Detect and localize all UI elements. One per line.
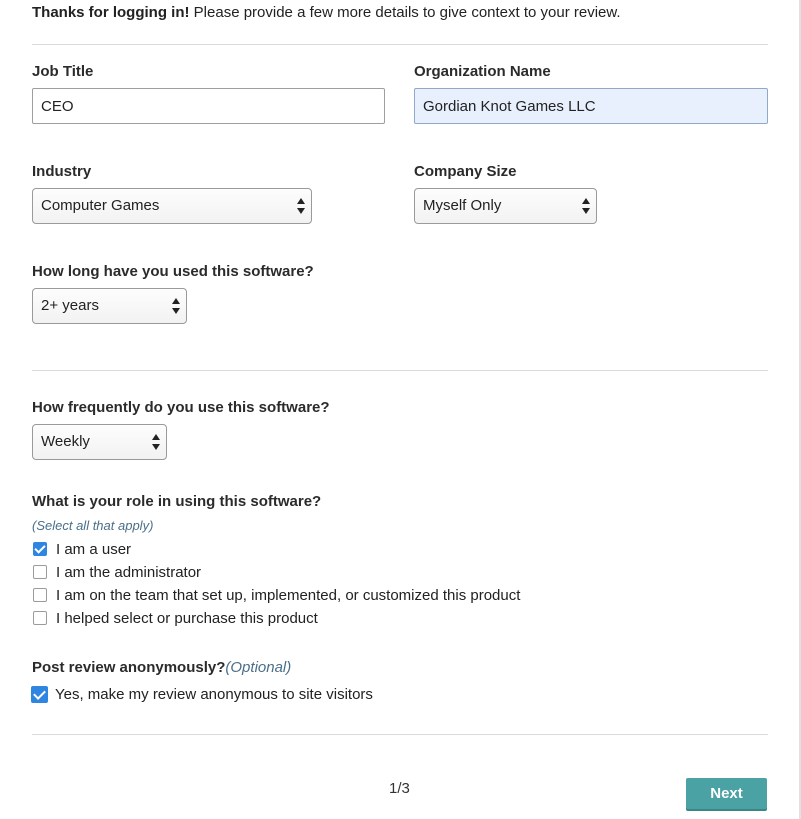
usage-duration-selected: 2+ years [41,297,99,314]
role-option-purchaser[interactable] [32,608,318,628]
divider [32,44,768,45]
role-label: What is your role in using this software? [32,493,322,510]
role-option-user[interactable] [32,539,131,559]
select-arrows-icon [152,433,160,451]
job-title-input[interactable] [32,88,385,124]
checkbox[interactable] [33,542,47,556]
anonymous-label [32,659,291,676]
industry-label: Industry [32,163,92,180]
checkbox[interactable] [33,611,47,625]
role-hint: (Select all that apply) [32,518,154,533]
intro-text [32,4,621,21]
usage-duration-select[interactable] [32,288,187,324]
checkbox[interactable] [33,565,47,579]
divider [32,370,768,371]
anonymous-label-text: Post review anonymously? [32,659,226,676]
industry-select[interactable] [32,188,312,224]
company-size-label: Company Size [414,163,517,180]
usage-frequency-select[interactable] [32,424,167,460]
intro-lead: Thanks for logging in! [32,4,190,21]
organization-name-label: Organization Name [414,63,551,80]
usage-frequency-label: How frequently do you use this software? [32,399,330,416]
anonymous-option[interactable] [31,684,373,704]
page-indicator: 1/3 [389,780,410,797]
divider [32,734,768,735]
role-option-label: I helped select or purchase this product [56,609,318,627]
select-arrows-icon [582,197,590,215]
role-option-label: I am the administrator [56,563,202,581]
select-arrows-icon [297,197,305,215]
anonymous-optional-note: (Optional) [225,659,292,676]
role-option-implementation-team[interactable] [32,585,520,605]
anonymous-checkbox[interactable] [31,686,48,703]
next-button[interactable]: Next [686,778,767,809]
company-size-select[interactable] [414,188,597,224]
checkbox[interactable] [33,588,47,602]
usage-duration-label: How long have you used this software? [32,263,314,280]
intro-body: Please provide a few more details to give context to your review. [193,4,621,21]
anonymous-option-label: Yes, make my review anonymous to site visitors [55,685,373,703]
industry-selected: Computer Games [41,197,160,214]
company-size-selected: Myself Only [423,197,502,214]
select-arrows-icon [172,297,180,315]
usage-frequency-selected: Weekly [41,433,90,450]
organization-name-input[interactable] [414,88,768,124]
role-option-label: I am on the team that set up, implemented, or customized this product [56,586,521,604]
role-option-label: I am a user [56,540,132,558]
role-option-administrator[interactable] [32,562,201,582]
job-title-label: Job Title [32,63,94,80]
